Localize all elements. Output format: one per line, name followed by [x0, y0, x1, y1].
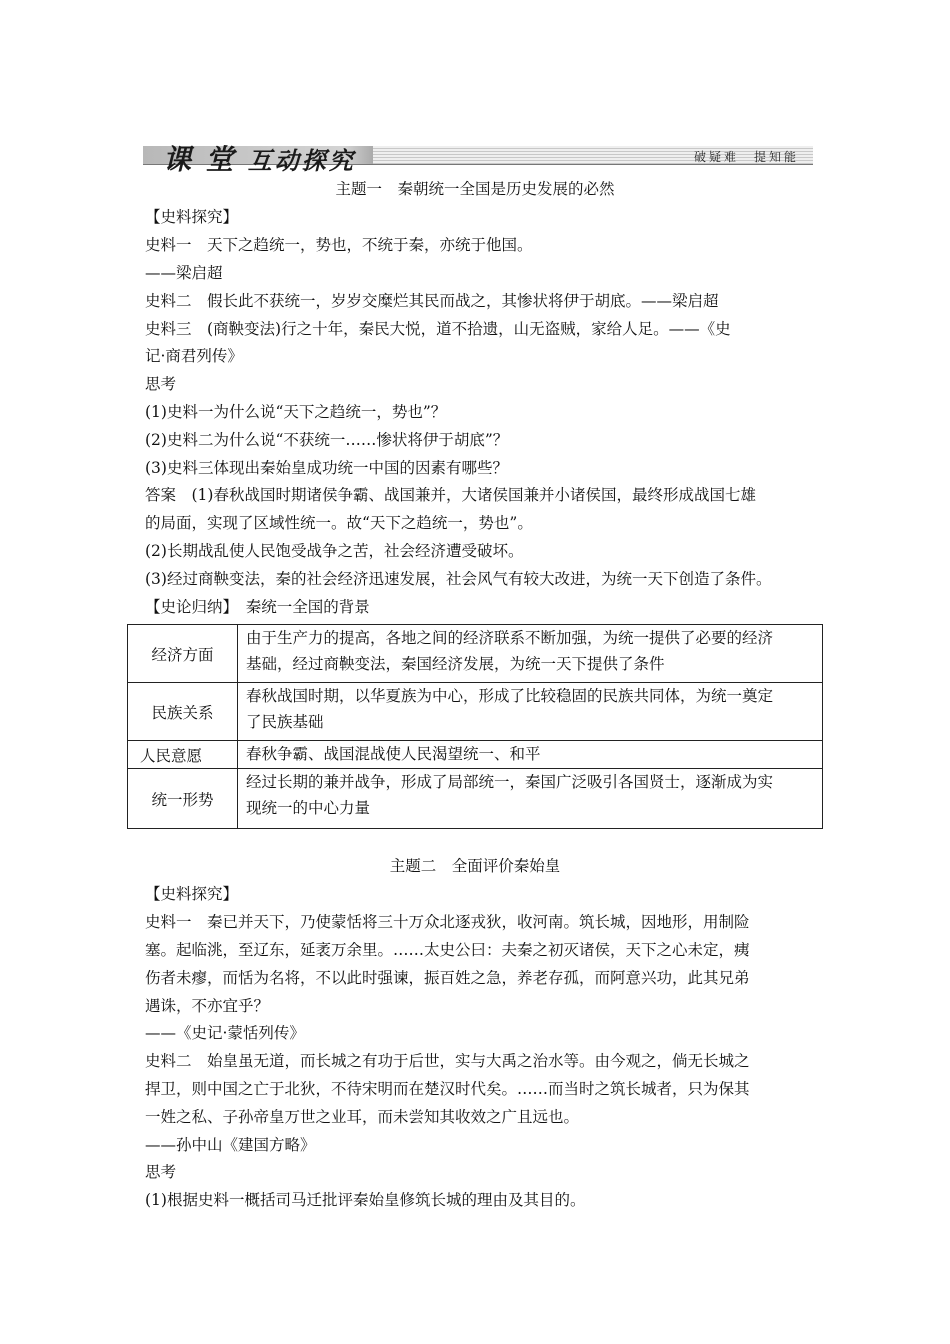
topic1-line: 【史论归纳】 秦统一全国的背景: [145, 598, 370, 616]
table-value-line: 春秋争霸、战国混战使人民渴望统一、和平: [246, 745, 541, 763]
table-key: 经济方面: [128, 625, 238, 683]
topic2-line: 遇诛，不亦宜乎？: [145, 997, 270, 1015]
topic1-line: (1)史料一为什么说“天下之趋统一，势也”？: [145, 403, 447, 421]
topic1-line: ——梁启超: [145, 264, 223, 282]
topic2-line: 捍卫，则中国之亡于北狄，不待宋明而在楚汉时代矣。……而当时之筑长城者，只为保其: [145, 1080, 750, 1098]
topic2-line: 史料二 始皇虽无道，而长城之有功于后世，实与大禹之治水等。由今观之，倘无长城之: [145, 1052, 750, 1070]
table-key: 统一形势: [128, 769, 238, 829]
topic1-line: (3)史料三体现出秦始皇成功统一中国的因素有哪些？: [145, 459, 508, 477]
table-row: [128, 625, 823, 683]
topic2-heading: 主题二 全面评价秦始皇: [389, 857, 561, 875]
table-row: [128, 741, 823, 769]
topic1-line: 史料一 天下之趋统一，势也，不统于秦，亦统于他国。: [145, 236, 533, 254]
topic2-line: ——孙中山《建国方略》: [145, 1136, 316, 1154]
table-value-line: 现统一的中心力量: [246, 799, 371, 817]
topic1-line: (2)长期战乱使人民饱受战争之苦，社会经济遭受破坏。: [145, 542, 524, 560]
table-value-line: 经过长期的兼并战争，形成了局部统一，秦国广泛吸引各国贤士，逐渐成为实: [246, 773, 774, 791]
banner-title-char-2: 堂: [205, 143, 237, 176]
topic1-section-label: 【史料探究】: [145, 208, 239, 226]
table-value-line: 春秋战国时期，以华夏族为中心，形成了比较稳固的民族共同体，为统一奠定: [246, 687, 774, 705]
banner-subtitle: 破疑难 提知能: [693, 150, 799, 164]
topic1-line: 的局面，实现了区域性统一。故“天下之趋统一，势也”。: [145, 514, 533, 532]
topic2-line: 塞。起临洮，至辽东，延袤万余里。……太史公曰：夫秦之初灭诸侯，天下之心未定，痍: [145, 941, 750, 959]
banner-title-char-1: 课: [163, 143, 195, 176]
table-row: [128, 683, 823, 741]
table-value: [238, 625, 823, 683]
table-value: [238, 741, 823, 769]
topic2-line: 史料一 秦已并天下，乃使蒙恬将三十万众北逐戎狄，收河南。筑长城，因地形，用制险: [145, 913, 750, 931]
topic1-line: 答案 (1)春秋战国时期诸侯争霸、战国兼并，大诸侯国兼并小诸侯国，最终形成战国七雄: [145, 486, 756, 504]
topic1-line: 史料二 假长此不获统一，岁岁交糜烂其民而战之，其惨状将伊于胡底。——梁启超: [145, 292, 719, 310]
table-value-line: 由于生产力的提高，各地之间的经济联系不断加强，为统一提供了必要的经济: [246, 629, 774, 647]
topic2-line: (1)根据史料一概括司马迁批评秦始皇修筑长城的理由及其目的。: [145, 1191, 586, 1209]
background-table: [127, 624, 823, 829]
topic1-line: (2)史料二为什么说“不获统一……惨状将伊于胡底”？: [145, 431, 509, 449]
topic2-line: ——《史记·蒙恬列传》: [145, 1024, 305, 1042]
topic2-line: 思考: [145, 1163, 177, 1181]
topic1-line: 记·商君列传》: [145, 347, 243, 365]
table-value-line: 了民族基础: [246, 713, 324, 731]
topic1-line: 思考: [145, 375, 177, 393]
topic2-line: 一姓之私、子孙帝皇万世之业耳，而未尝知其收效之广且远也。: [145, 1108, 580, 1126]
table-value: [238, 683, 823, 741]
table-value: [238, 769, 823, 829]
topic1-heading: 主题一 秦朝统一全国是历史发展的必然: [335, 180, 615, 198]
topic1-line: 史料三 (商鞅变法)行之十年，秦民大悦，道不拾遗，山无盗贼，家给人足。——《史: [145, 320, 731, 338]
section-banner: [143, 140, 813, 176]
topic2-section-label: 【史料探究】: [145, 885, 239, 903]
banner-title-rest: 互动探究: [247, 146, 356, 175]
topic2-line: 伤者未瘳，而恬为名将，不以此时强谏，振百姓之急，养老存孤，而阿意兴功，此其兄弟: [145, 969, 750, 987]
banner-title: [163, 138, 356, 178]
topic1-line: (3)经过商鞅变法，秦的社会经济迅速发展，社会风气有较大改进，为统一天下创造了条件。: [145, 570, 772, 588]
table-value-line: 基础，经过商鞅变法，秦国经济发展，为统一天下提供了条件: [246, 655, 665, 673]
table-key: 民族关系: [128, 683, 238, 741]
table-row: [128, 769, 823, 829]
table-key: 人民意愿: [128, 741, 238, 769]
